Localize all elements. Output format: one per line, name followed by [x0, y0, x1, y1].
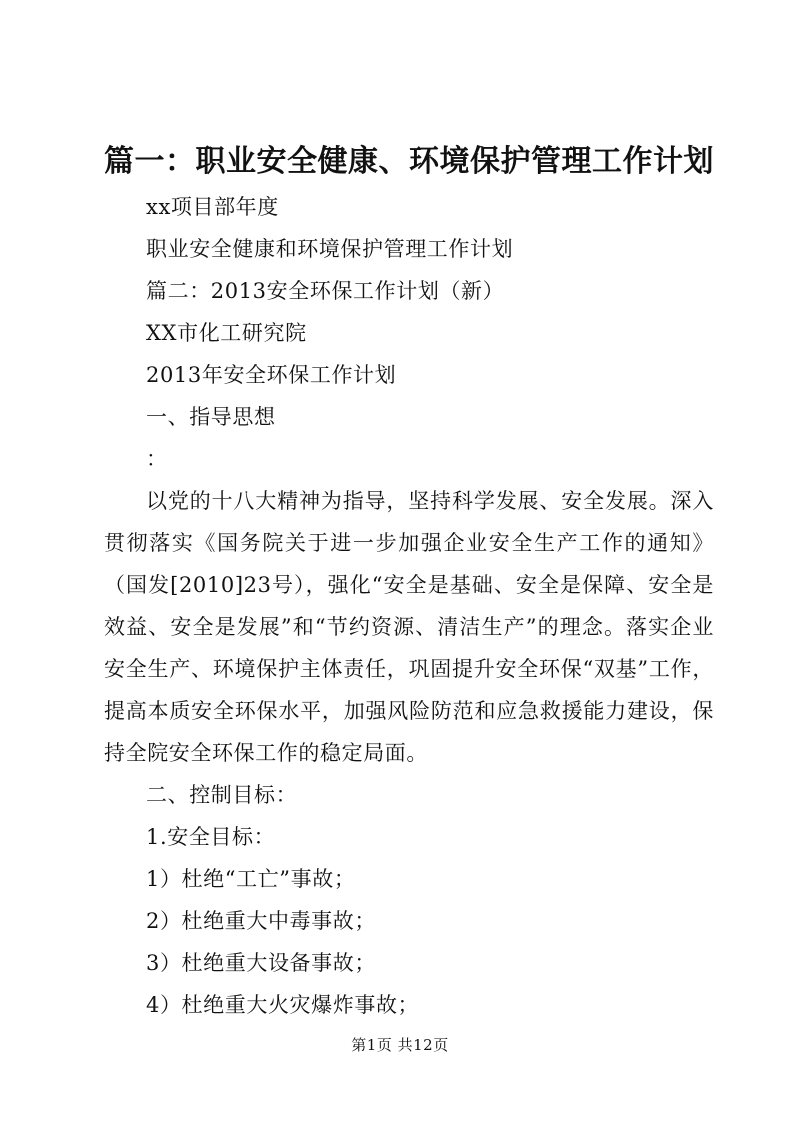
- page-footer: 第1页 共12页: [351, 1036, 449, 1054]
- heading-guiding-ideology: 一、指导思想: [146, 405, 276, 429]
- list-item-target-1: 1）杜绝“工亡”事故；: [146, 867, 356, 891]
- heading-safety-targets: 1.安全目标：: [146, 825, 276, 849]
- list-item-target-4: 4）杜绝重大火灾爆炸事故；: [146, 993, 420, 1017]
- list-item-target-3: 3）杜绝重大设备事故；: [146, 951, 376, 975]
- text-line-institute: XX市化工研究院: [146, 321, 307, 345]
- list-item-target-2: 2）杜绝重大中毒事故；: [146, 909, 376, 933]
- text-line-project-year: xx项目部年度: [146, 195, 279, 219]
- text-line-chapter-two: 篇二：2013安全环保工作计划（新）: [146, 279, 505, 303]
- text-line-plan-title: 职业安全健康和环境保护管理工作计划: [146, 237, 514, 261]
- paragraph-guiding-ideology: 以党的十八大精神为指导，坚持科学发展、安全发展。深入贯彻落实《国务院关于进一步加强企业安全生产工作的通知》（国发[2010]23号），强化“安全是基础、安全是保障、安全是效益、安全是发展”和“节约资源、清洁生产”的理念。落实企业安全生产、环境保护主体责任，巩固提升安全环保“双基”工作，提高本质安全环保水平，加强风险防范和应急救援能力建设，保持全院安全环保工作的稳定局面。: [104, 489, 714, 765]
- document-body: [104, 186, 714, 1026]
- document-title: 篇一：职业安全健康、环境保护管理工作计划: [104, 144, 714, 179]
- text-line-colon: ：: [146, 447, 168, 471]
- text-line-yearly-plan: 2013年安全环保工作计划: [146, 363, 397, 387]
- heading-control-targets: 二、控制目标：: [146, 783, 298, 807]
